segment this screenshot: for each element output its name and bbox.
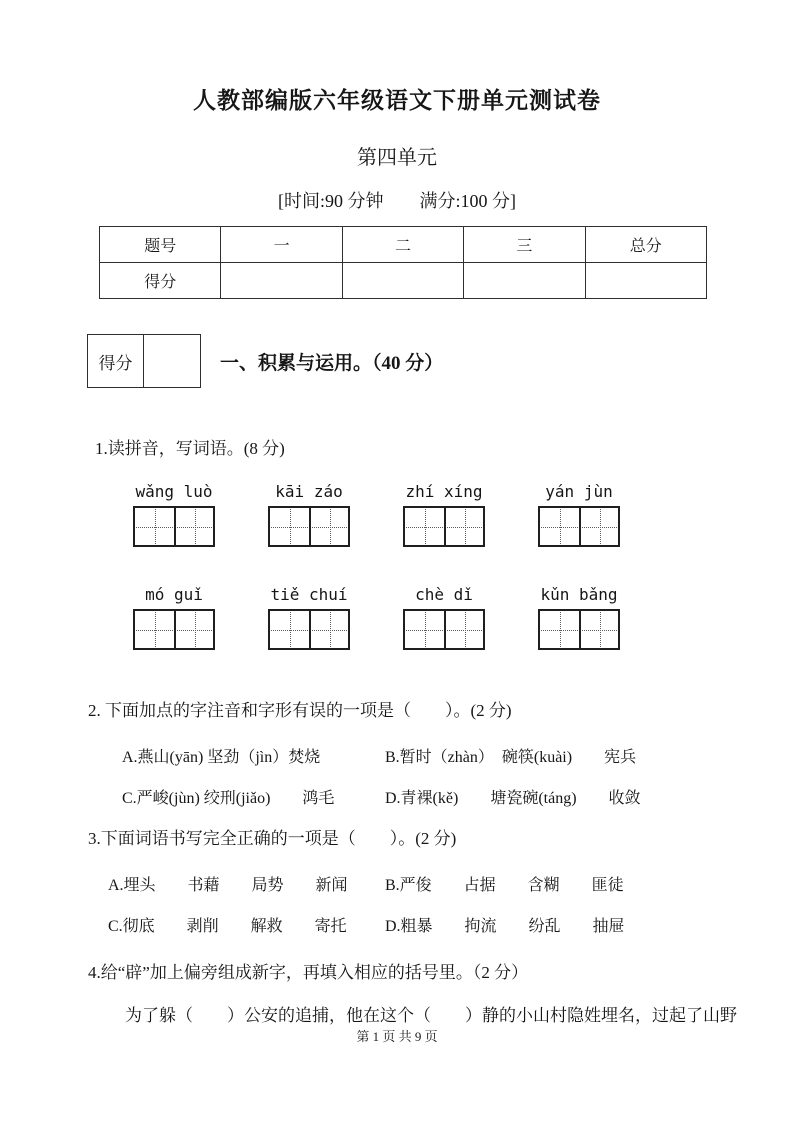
pinyin-label: zhí xíng	[405, 482, 483, 501]
writing-grid-cell[interactable]	[540, 508, 579, 545]
score-table-header-row	[100, 227, 707, 263]
writing-grid	[538, 609, 620, 650]
score-table-header-cell: 二	[342, 227, 463, 263]
writing-grid	[268, 506, 350, 547]
option-c: C.严峻(jùn) 绞刑(jiǎo) 鸿毛	[122, 790, 335, 807]
score-box-label: 得分	[88, 335, 144, 387]
score-box-blank[interactable]	[144, 335, 200, 387]
writing-grid-cell[interactable]	[174, 611, 213, 648]
writing-grid	[268, 609, 350, 650]
page-title: 人教部编版六年级语文下册单元测试卷	[193, 88, 601, 113]
writing-grid	[403, 609, 485, 650]
score-value-cell[interactable]	[464, 263, 585, 299]
question-4-prompt: 4.给“辟”加上偏旁组成新字，再填入相应的括号里。（2 分）	[88, 963, 529, 982]
score-summary-table	[99, 226, 707, 299]
score-table-header-cell: 三	[464, 227, 585, 263]
writing-grid-cell[interactable]	[444, 611, 483, 648]
writing-grid-cell[interactable]	[444, 508, 483, 545]
writing-grid	[538, 506, 620, 547]
exam-meta: [时间:90 分钟 满分:100 分]	[278, 191, 516, 211]
option-c: C.彻底 剥削 解救 寄托	[108, 918, 347, 935]
writing-grid-cell[interactable]	[579, 508, 618, 545]
option-d: D.青裸(kě) 塘瓷碗(táng) 收敛	[385, 790, 641, 807]
writing-grid-cell[interactable]	[309, 508, 348, 545]
writing-grid-cell[interactable]	[579, 611, 618, 648]
writing-grid-cell[interactable]	[405, 508, 444, 545]
option-b: B.严俊 占据 含糊 匪徒	[385, 877, 624, 894]
pinyin-word-group	[538, 482, 620, 547]
writing-grid	[403, 506, 485, 547]
section-score-box	[87, 334, 201, 388]
option-d: D.粗暴 拘流 纷乱 抽屉	[385, 918, 625, 935]
pinyin-word-group	[133, 482, 215, 547]
writing-grid	[133, 506, 215, 547]
question-3-options-row-1	[108, 876, 794, 896]
writing-grid-cell[interactable]	[270, 508, 309, 545]
pinyin-word-group	[538, 585, 620, 650]
question-3-options-row-2	[108, 917, 794, 937]
score-table-header-cell: 总分	[585, 227, 706, 263]
score-value-cell[interactable]	[221, 263, 342, 299]
writing-grid-cell[interactable]	[135, 611, 174, 648]
writing-grid-cell[interactable]	[309, 611, 348, 648]
writing-grid	[133, 609, 215, 650]
writing-grid-cell[interactable]	[270, 611, 309, 648]
unit-subtitle: 第四单元	[357, 147, 437, 169]
score-table-header-cell: 题号	[100, 227, 221, 263]
pinyin-label: kāi záo	[275, 482, 343, 501]
score-value-cell[interactable]	[585, 263, 706, 299]
section-one-heading: 一、积累与运用。（40 分）	[220, 352, 444, 374]
question-3-prompt: 3.下面词语书写完全正确的一项是（ ）。(2 分)	[88, 829, 457, 848]
pinyin-word-group	[403, 482, 485, 547]
question-1-prompt: 1.读拼音，写词语。(8 分)	[95, 439, 285, 458]
score-row-label: 得分	[100, 263, 221, 299]
pinyin-label: mó guǐ	[145, 585, 203, 604]
writing-grid-cell[interactable]	[405, 611, 444, 648]
pinyin-label: yán jùn	[545, 482, 613, 501]
pinyin-word-group	[403, 585, 485, 650]
score-table-value-row	[100, 263, 707, 299]
pinyin-row-2	[133, 585, 794, 650]
option-a: A.埋头 书藉 局势 新闻	[108, 877, 348, 894]
writing-grid-cell[interactable]	[174, 508, 213, 545]
pinyin-label: kǔn bǎng	[540, 585, 618, 604]
pinyin-label: chè dǐ	[415, 585, 473, 604]
pinyin-label: tiě chuí	[270, 585, 348, 604]
pinyin-label: wǎng luò	[135, 482, 213, 501]
writing-grid-cell[interactable]	[540, 611, 579, 648]
question-2-options-row-1	[122, 748, 794, 768]
score-table-header-cell: 一	[221, 227, 342, 263]
section-one-header	[87, 334, 794, 388]
writing-grid-cell[interactable]	[135, 508, 174, 545]
question-2-prompt: 2. 下面加点的字注音和字形有误的一项是（ ）。(2 分)	[88, 701, 512, 720]
score-value-cell[interactable]	[342, 263, 463, 299]
question-2-options-row-2	[122, 789, 794, 809]
pinyin-word-group	[268, 482, 350, 547]
option-a: A.燕山(yān) 坚劲（jìn）焚烧	[122, 749, 321, 766]
option-b: B.暂时（zhàn） 碗筷(kuài) 宪兵	[385, 749, 637, 766]
pinyin-row-1	[133, 482, 794, 547]
pinyin-word-group	[268, 585, 350, 650]
page-footer: 第 1 页 共 9 页	[356, 1029, 438, 1044]
pinyin-word-group	[133, 585, 215, 650]
question-4-sentence: 为了躲（ ）公安的追捕，他在这个（ ）静的小山村隐姓埋名，过起了山野	[125, 1006, 737, 1025]
